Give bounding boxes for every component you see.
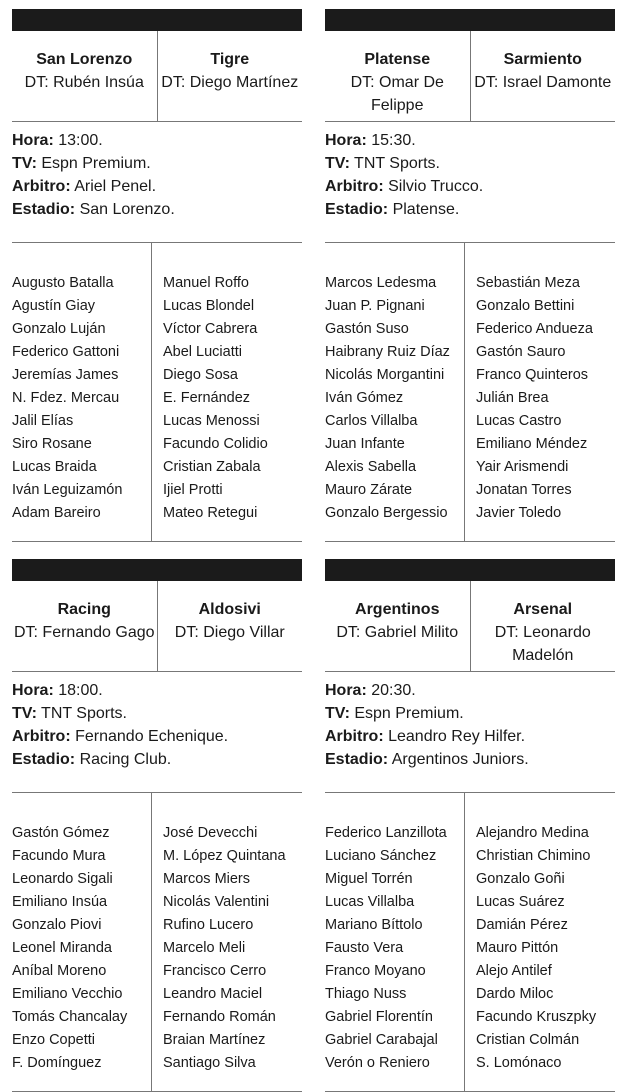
player-name: E. Fernández	[163, 390, 251, 406]
player-name: Facundo Kruszpky	[476, 1009, 597, 1025]
home-team-name: Platense	[364, 51, 431, 68]
info-tv-label: TV:	[12, 155, 37, 172]
player-name: Iván Leguizamón	[12, 482, 123, 498]
info-estadio-value: San Lorenzo.	[79, 201, 175, 218]
home-players-list	[12, 793, 151, 1091]
player-name: Iván Gómez	[325, 390, 404, 406]
away-players-list	[151, 243, 302, 541]
player-name: Thiago Nuss	[325, 986, 407, 1002]
home-players-list	[325, 793, 464, 1091]
info-tv	[12, 702, 302, 725]
player-name: F. Domínguez	[12, 1055, 102, 1071]
player-name: S. Lomónaco	[476, 1055, 562, 1071]
info-arbitro-label: Arbitro:	[325, 728, 384, 745]
info-estadio-value: Racing Club.	[79, 751, 172, 768]
player-name: Enzo Copetti	[12, 1032, 96, 1048]
home-team-coach: DT: Gabriel Milito	[336, 624, 459, 641]
home-team-coach: DT: Fernando Gago	[13, 624, 155, 641]
away-team-name: Sarmiento	[503, 51, 582, 68]
player-name: Mariano Bíttolo	[325, 917, 423, 933]
info-hora-value: 15:30.	[371, 132, 416, 149]
away-team	[470, 581, 616, 671]
player-name: Gastón Sauro	[476, 344, 566, 360]
player-name: Tomás Chancalay	[12, 1009, 128, 1025]
player-name: Leonel Miranda	[12, 940, 112, 956]
info-arbitro-label: Arbitro:	[12, 728, 71, 745]
info-tv	[325, 702, 615, 725]
match-info	[12, 122, 302, 243]
player-name: Mauro Zárate	[325, 482, 413, 498]
info-arbitro-label: Arbitro:	[12, 178, 71, 195]
info-estadio-label: Estadio:	[12, 201, 76, 218]
player-name: Luciano Sánchez	[325, 848, 437, 864]
player-name: Cristian Zabala	[163, 459, 261, 475]
away-players-list	[464, 793, 615, 1091]
away-team	[470, 31, 616, 121]
info-estadio	[325, 198, 615, 221]
player-name: Jalil Elías	[12, 413, 74, 429]
info-estadio-label: Estadio:	[325, 201, 389, 218]
player-name: Emiliano Méndez	[476, 436, 588, 452]
player-name: Alejo Antilef	[476, 963, 552, 979]
player-name: Cristian Colmán	[476, 1032, 580, 1048]
home-players-list	[12, 243, 151, 541]
info-arbitro	[325, 725, 615, 748]
player-name: Dardo Miloc	[476, 986, 554, 1002]
home-team-name: Racing	[57, 601, 111, 618]
player-name: Rufino Lucero	[163, 917, 254, 933]
info-hora-value: 20:30.	[371, 682, 416, 699]
teams-row	[325, 581, 615, 672]
info-tv-label: TV:	[325, 155, 350, 172]
player-name: Mateo Retegui	[163, 505, 258, 521]
info-tv-label: TV:	[325, 705, 350, 722]
info-tv	[12, 152, 302, 175]
info-tv-value: TNT Sports.	[354, 155, 440, 172]
lineups	[325, 793, 615, 1092]
teams-row	[12, 31, 302, 122]
info-arbitro-value: Fernando Echenique.	[75, 728, 229, 745]
player-name: Nicolás Valentini	[163, 894, 270, 910]
player-name: Leonardo Sigali	[12, 871, 113, 887]
away-players-list	[464, 243, 615, 541]
info-hora	[325, 679, 615, 702]
player-name: Marcos Miers	[163, 871, 251, 887]
away-team	[157, 31, 303, 121]
player-name: Gonzalo Bergessio	[325, 505, 448, 521]
player-name: Emiliano Vecchio	[12, 986, 123, 1002]
player-name: Lucas Blondel	[163, 298, 255, 314]
home-team-name: San Lorenzo	[36, 51, 133, 68]
player-name: Lucas Menossi	[163, 413, 260, 429]
player-name: Jonatan Torres	[476, 482, 572, 498]
player-name: Franco Moyano	[325, 963, 426, 979]
info-arbitro-label: Arbitro:	[325, 178, 384, 195]
player-name: Marcos Ledesma	[325, 275, 437, 291]
player-name: Federico Gattoni	[12, 344, 120, 360]
away-players-list	[151, 793, 302, 1091]
player-name: Gonzalo Piovi	[12, 917, 102, 933]
player-name: Siro Rosane	[12, 436, 92, 452]
player-name: Federico Andueza	[476, 321, 593, 337]
info-hora-label: Hora:	[12, 132, 54, 149]
match-info	[325, 672, 615, 793]
match-info	[12, 672, 302, 793]
player-name: José Devecchi	[163, 825, 258, 841]
info-tv	[325, 152, 615, 175]
player-name: Fernando Román	[163, 1009, 276, 1025]
match-card-argentinos-arsenal	[325, 559, 615, 1092]
player-name: Agustín Giay	[12, 298, 96, 314]
player-name: Gastón Suso	[325, 321, 409, 337]
header-bar	[12, 559, 302, 581]
away-team-coach: DT: Diego Martínez	[161, 74, 299, 91]
player-name: Alejandro Medina	[476, 825, 589, 841]
lineups	[12, 793, 302, 1092]
info-arbitro-value: Ariel Penel.	[74, 178, 157, 195]
info-arbitro	[325, 175, 615, 198]
info-tv-value: Espn Premium.	[354, 705, 464, 722]
info-estadio-value: Platense.	[392, 201, 460, 218]
player-name: Abel Luciatti	[163, 344, 242, 360]
home-team	[12, 581, 157, 671]
match-card-san-lorenzo-tigre	[12, 9, 302, 542]
player-name: Yair Arismendi	[476, 459, 569, 475]
away-team-name: Arsenal	[513, 601, 573, 618]
player-name: Manuel Roffo	[163, 275, 249, 291]
away-team-name: Tigre	[210, 51, 250, 68]
player-name: Damián Pérez	[476, 917, 568, 933]
player-name: Lucas Villalba	[325, 894, 415, 910]
player-name: Santiago Silva	[163, 1055, 256, 1071]
info-hora	[325, 129, 615, 152]
header-bar	[12, 9, 302, 31]
away-team-coach: DT: Israel Damonte	[474, 74, 612, 91]
player-name: Juan P. Pignani	[325, 298, 425, 314]
away-team-name: Aldosivi	[198, 601, 261, 618]
lineups	[325, 243, 615, 542]
player-name: Gabriel Florentín	[325, 1009, 433, 1025]
home-team-name: Argentinos	[355, 601, 440, 618]
home-team-coach: DT: Rubén Insúa	[24, 74, 144, 91]
player-name: Facundo Colidio	[163, 436, 268, 452]
home-team	[12, 31, 157, 121]
player-name: Mauro Pittón	[476, 940, 559, 956]
player-name: Diego Sosa	[163, 367, 238, 383]
player-name: Sebastián Meza	[476, 275, 580, 291]
info-estadio	[325, 748, 615, 771]
player-name: Carlos Villalba	[325, 413, 418, 429]
player-name: Alexis Sabella	[325, 459, 417, 475]
player-name: Marcelo Meli	[163, 940, 246, 956]
player-name: Francisco Cerro	[163, 963, 267, 979]
info-hora	[12, 679, 302, 702]
info-tv-value: Espn Premium.	[41, 155, 151, 172]
info-hora	[12, 129, 302, 152]
teams-row	[325, 31, 615, 122]
header-bar	[325, 9, 615, 31]
info-hora-value: 18:00.	[58, 682, 103, 699]
player-name: Adam Bareiro	[12, 505, 101, 521]
info-estadio-label: Estadio:	[12, 751, 76, 768]
info-hora-label: Hora:	[12, 682, 54, 699]
player-name: Haibrany Ruiz Díaz	[325, 344, 450, 360]
home-players-list	[325, 243, 464, 541]
player-name: Leandro Maciel	[163, 986, 263, 1002]
player-name: Lucas Braida	[12, 459, 97, 475]
player-name: Lucas Castro	[476, 413, 562, 429]
match-info	[325, 122, 615, 243]
player-name: Emiliano Insúa	[12, 894, 108, 910]
player-name: Gastón Gómez	[12, 825, 110, 841]
player-name: Ijiel Protti	[163, 482, 223, 498]
info-estadio	[12, 198, 302, 221]
home-team	[325, 31, 470, 121]
info-estadio-label: Estadio:	[325, 751, 389, 768]
home-team	[325, 581, 470, 671]
player-name: Braian Martínez	[163, 1032, 266, 1048]
teams-row	[12, 581, 302, 672]
player-name: Gonzalo Bettini	[476, 298, 575, 314]
info-tv-label: TV:	[12, 705, 37, 722]
info-tv-value: TNT Sports.	[41, 705, 127, 722]
player-name: Franco Quinteros	[476, 367, 589, 383]
header-bar	[325, 559, 615, 581]
match-card-racing-aldosivi	[12, 559, 302, 1092]
player-name: Miguel Torrén	[325, 871, 413, 887]
info-estadio-value: Argentinos Juniors.	[391, 751, 529, 768]
player-name: Lucas Suárez	[476, 894, 565, 910]
away-team	[157, 581, 303, 671]
player-name: Aníbal Moreno	[12, 963, 107, 979]
info-estadio	[12, 748, 302, 771]
player-name: Gonzalo Luján	[12, 321, 106, 337]
player-name: Augusto Batalla	[12, 275, 114, 291]
info-arbitro	[12, 175, 302, 198]
player-name: Federico Lanzillota	[325, 825, 447, 841]
player-name: N. Fdez. Mercau	[12, 390, 120, 406]
home-team-coach: DT: Omar De Felippe	[350, 74, 444, 114]
player-name: M. López Quintana	[163, 848, 286, 864]
player-name: Christian Chimino	[476, 848, 591, 864]
player-name: Juan Infante	[325, 436, 405, 452]
info-arbitro-value: Silvio Trucco.	[388, 178, 484, 195]
lineups	[12, 243, 302, 542]
away-team-coach: DT: Diego Villar	[174, 624, 285, 641]
player-name: Verón o Reniero	[325, 1055, 430, 1071]
player-name: Facundo Mura	[12, 848, 106, 864]
info-hora-value: 13:00.	[58, 132, 103, 149]
info-arbitro	[12, 725, 302, 748]
player-name: Nicolás Morgantini	[325, 367, 445, 383]
player-name: Gabriel Carabajal	[325, 1032, 438, 1048]
info-hora-label: Hora:	[325, 682, 367, 699]
info-arbitro-value: Leandro Rey Hilfer.	[388, 728, 526, 745]
player-name: Javier Toledo	[476, 505, 562, 521]
match-card-platense-sarmiento	[325, 9, 615, 542]
player-name: Gonzalo Goñi	[476, 871, 565, 887]
player-name: Julián Brea	[476, 390, 549, 406]
player-name: Víctor Cabrera	[163, 321, 258, 337]
player-name: Jeremías James	[12, 367, 119, 383]
info-hora-label: Hora:	[325, 132, 367, 149]
away-team-coach: DT: Leonardo Madelón	[494, 624, 591, 664]
player-name: Fausto Vera	[325, 940, 404, 956]
